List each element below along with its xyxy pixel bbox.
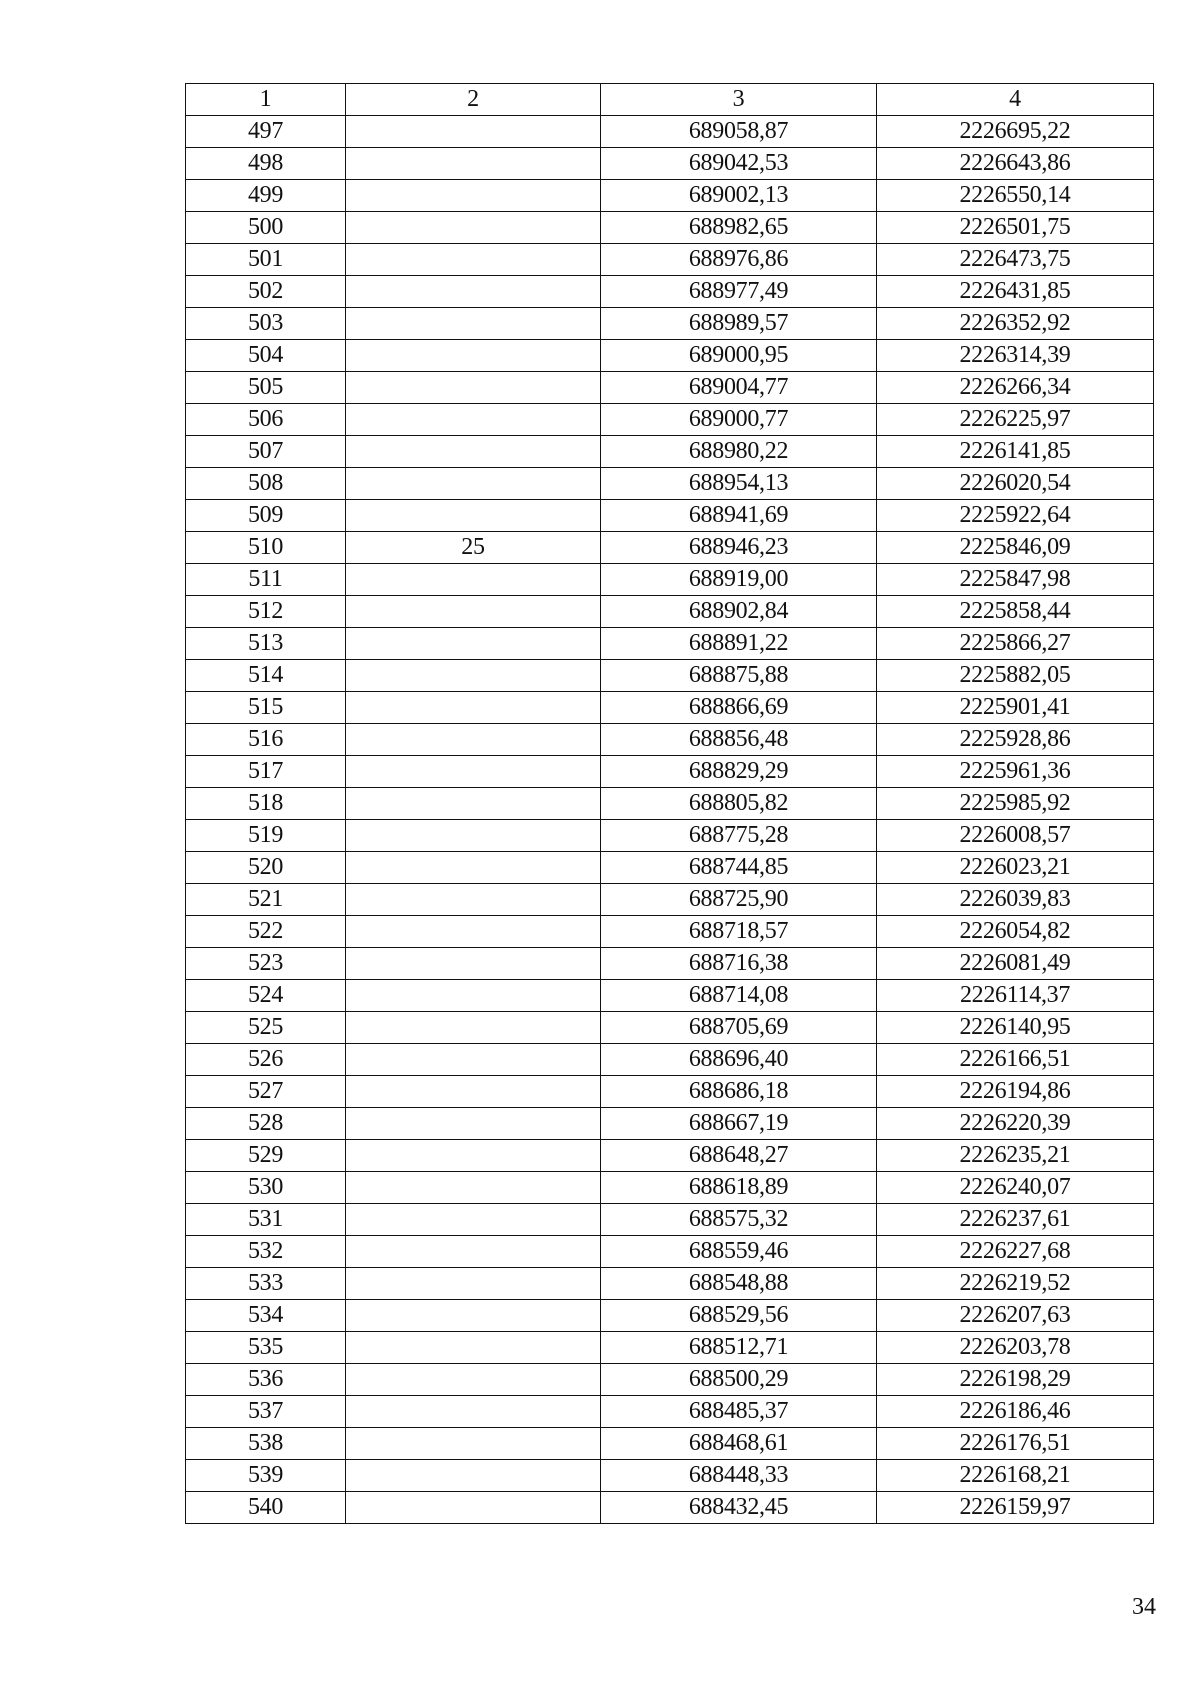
point-number-cell: 531 [186, 1204, 346, 1236]
x-coordinate-cell: 688919,00 [601, 564, 877, 596]
x-coordinate-cell: 688977,49 [601, 276, 877, 308]
y-coordinate-cell: 2226141,85 [877, 436, 1154, 468]
y-coordinate-cell: 2226168,21 [877, 1460, 1154, 1492]
section-cell [346, 884, 601, 916]
point-number-cell: 536 [186, 1364, 346, 1396]
section-cell [346, 1460, 601, 1492]
y-coordinate-cell: 2226194,86 [877, 1076, 1154, 1108]
x-coordinate-cell: 688686,18 [601, 1076, 877, 1108]
table-row [186, 1268, 1154, 1300]
table-row [186, 1140, 1154, 1172]
table-row [186, 468, 1154, 500]
x-coordinate-cell: 688946,23 [601, 532, 877, 564]
y-coordinate-cell: 2226207,63 [877, 1300, 1154, 1332]
point-number-cell: 523 [186, 948, 346, 980]
x-coordinate-cell: 688875,88 [601, 660, 877, 692]
table-row [186, 916, 1154, 948]
table-row [186, 1364, 1154, 1396]
table-row [186, 820, 1154, 852]
x-coordinate-cell: 688725,90 [601, 884, 877, 916]
table-row [186, 1236, 1154, 1268]
x-coordinate-cell: 688954,13 [601, 468, 877, 500]
section-cell [346, 724, 601, 756]
section-cell [346, 1108, 601, 1140]
x-coordinate-cell: 689000,77 [601, 404, 877, 436]
x-coordinate-cell: 689002,13 [601, 180, 877, 212]
table-body [186, 84, 1154, 1524]
y-coordinate-cell: 2225922,64 [877, 500, 1154, 532]
x-coordinate-cell: 688891,22 [601, 628, 877, 660]
table-row [186, 308, 1154, 340]
x-coordinate-cell: 688448,33 [601, 1460, 877, 1492]
table-row [186, 1492, 1154, 1524]
point-number-cell: 505 [186, 372, 346, 404]
y-coordinate-cell: 2225928,86 [877, 724, 1154, 756]
y-coordinate-cell: 2226225,97 [877, 404, 1154, 436]
x-coordinate-cell: 689058,87 [601, 116, 877, 148]
table-row [186, 148, 1154, 180]
point-number-cell: 538 [186, 1428, 346, 1460]
table-row [186, 628, 1154, 660]
x-coordinate-cell: 688432,45 [601, 1492, 877, 1524]
section-cell [346, 180, 601, 212]
section-cell [346, 660, 601, 692]
x-coordinate-cell: 689042,53 [601, 148, 877, 180]
table-row [186, 1460, 1154, 1492]
section-cell [346, 372, 601, 404]
y-coordinate-cell: 2225985,92 [877, 788, 1154, 820]
table-row [186, 884, 1154, 916]
x-coordinate-cell: 688559,46 [601, 1236, 877, 1268]
section-cell [346, 756, 601, 788]
x-coordinate-cell: 688529,56 [601, 1300, 877, 1332]
point-number-cell: 514 [186, 660, 346, 692]
section-cell [346, 916, 601, 948]
y-coordinate-cell: 2226159,97 [877, 1492, 1154, 1524]
table-row [186, 404, 1154, 436]
x-coordinate-cell: 688775,28 [601, 820, 877, 852]
x-coordinate-cell: 688856,48 [601, 724, 877, 756]
section-cell [346, 1428, 601, 1460]
y-coordinate-cell: 2226266,34 [877, 372, 1154, 404]
section-cell [346, 1204, 601, 1236]
point-number-cell: 528 [186, 1108, 346, 1140]
header-cell-col4: 4 [877, 84, 1154, 116]
point-number-cell: 512 [186, 596, 346, 628]
table-row [186, 1332, 1154, 1364]
y-coordinate-cell: 2226235,21 [877, 1140, 1154, 1172]
x-coordinate-cell: 688941,69 [601, 500, 877, 532]
point-number-cell: 520 [186, 852, 346, 884]
table-row [186, 1300, 1154, 1332]
point-number-cell: 529 [186, 1140, 346, 1172]
y-coordinate-cell: 2226240,07 [877, 1172, 1154, 1204]
point-number-cell: 526 [186, 1044, 346, 1076]
table-row [186, 596, 1154, 628]
x-coordinate-cell: 688980,22 [601, 436, 877, 468]
section-cell [346, 212, 601, 244]
point-number-cell: 539 [186, 1460, 346, 1492]
section-cell [346, 1492, 601, 1524]
point-number-cell: 533 [186, 1268, 346, 1300]
y-coordinate-cell: 2225866,27 [877, 628, 1154, 660]
x-coordinate-cell: 688866,69 [601, 692, 877, 724]
x-coordinate-cell: 688618,89 [601, 1172, 877, 1204]
point-number-cell: 507 [186, 436, 346, 468]
y-coordinate-cell: 2226020,54 [877, 468, 1154, 500]
point-number-cell: 534 [186, 1300, 346, 1332]
section-cell [346, 468, 601, 500]
coordinates-table [185, 83, 1154, 1524]
y-coordinate-cell: 2226114,37 [877, 980, 1154, 1012]
section-cell [346, 244, 601, 276]
y-coordinate-cell: 2226550,14 [877, 180, 1154, 212]
point-number-cell: 519 [186, 820, 346, 852]
y-coordinate-cell: 2226203,78 [877, 1332, 1154, 1364]
y-coordinate-cell: 2225846,09 [877, 532, 1154, 564]
point-number-cell: 537 [186, 1396, 346, 1428]
section-cell [346, 628, 601, 660]
section-cell [346, 564, 601, 596]
point-number-cell: 517 [186, 756, 346, 788]
page-number: 34 [1132, 1594, 1156, 1620]
point-number-cell: 527 [186, 1076, 346, 1108]
point-number-cell: 504 [186, 340, 346, 372]
y-coordinate-cell: 2225882,05 [877, 660, 1154, 692]
header-cell-col2: 2 [346, 84, 601, 116]
section-cell: 25 [346, 532, 601, 564]
x-coordinate-cell: 688989,57 [601, 308, 877, 340]
point-number-cell: 510 [186, 532, 346, 564]
y-coordinate-cell: 2226166,51 [877, 1044, 1154, 1076]
section-cell [346, 1332, 601, 1364]
point-number-cell: 513 [186, 628, 346, 660]
section-cell [346, 148, 601, 180]
section-cell [346, 1140, 601, 1172]
section-cell [346, 852, 601, 884]
point-number-cell: 506 [186, 404, 346, 436]
table-row [186, 532, 1154, 564]
x-coordinate-cell: 688548,88 [601, 1268, 877, 1300]
x-coordinate-cell: 689004,77 [601, 372, 877, 404]
section-cell [346, 1172, 601, 1204]
point-number-cell: 530 [186, 1172, 346, 1204]
header-cell-col3: 3 [601, 84, 877, 116]
table-row [186, 212, 1154, 244]
section-cell [346, 1268, 601, 1300]
table-row [186, 724, 1154, 756]
y-coordinate-cell: 2226501,75 [877, 212, 1154, 244]
table-row [186, 180, 1154, 212]
y-coordinate-cell: 2226008,57 [877, 820, 1154, 852]
section-cell [346, 1044, 601, 1076]
section-cell [346, 500, 601, 532]
x-coordinate-cell: 688667,19 [601, 1108, 877, 1140]
table-row [186, 340, 1154, 372]
x-coordinate-cell: 688468,61 [601, 1428, 877, 1460]
y-coordinate-cell: 2226054,82 [877, 916, 1154, 948]
table-row [186, 1428, 1154, 1460]
x-coordinate-cell: 688902,84 [601, 596, 877, 628]
point-number-cell: 516 [186, 724, 346, 756]
point-number-cell: 502 [186, 276, 346, 308]
point-number-cell: 499 [186, 180, 346, 212]
x-coordinate-cell: 688485,37 [601, 1396, 877, 1428]
y-coordinate-cell: 2226643,86 [877, 148, 1154, 180]
y-coordinate-cell: 2226023,21 [877, 852, 1154, 884]
section-cell [346, 340, 601, 372]
table-row [186, 1012, 1154, 1044]
x-coordinate-cell: 688829,29 [601, 756, 877, 788]
table-row [186, 276, 1154, 308]
y-coordinate-cell: 2226219,52 [877, 1268, 1154, 1300]
table-row [186, 756, 1154, 788]
x-coordinate-cell: 688500,29 [601, 1364, 877, 1396]
point-number-cell: 511 [186, 564, 346, 596]
x-coordinate-cell: 688982,65 [601, 212, 877, 244]
y-coordinate-cell: 2226081,49 [877, 948, 1154, 980]
y-coordinate-cell: 2226431,85 [877, 276, 1154, 308]
point-number-cell: 500 [186, 212, 346, 244]
y-coordinate-cell: 2226352,92 [877, 308, 1154, 340]
x-coordinate-cell: 688718,57 [601, 916, 877, 948]
x-coordinate-cell: 689000,95 [601, 340, 877, 372]
x-coordinate-cell: 688716,38 [601, 948, 877, 980]
table-row [186, 1108, 1154, 1140]
point-number-cell: 508 [186, 468, 346, 500]
table-row [186, 372, 1154, 404]
table-row [186, 1044, 1154, 1076]
point-number-cell: 535 [186, 1332, 346, 1364]
point-number-cell: 518 [186, 788, 346, 820]
section-cell [346, 820, 601, 852]
point-number-cell: 501 [186, 244, 346, 276]
section-cell [346, 692, 601, 724]
x-coordinate-cell: 688696,40 [601, 1044, 877, 1076]
table-row [186, 692, 1154, 724]
x-coordinate-cell: 688714,08 [601, 980, 877, 1012]
section-cell [346, 980, 601, 1012]
table-row [186, 1172, 1154, 1204]
table-row [186, 660, 1154, 692]
point-number-cell: 522 [186, 916, 346, 948]
point-number-cell: 497 [186, 116, 346, 148]
point-number-cell: 509 [186, 500, 346, 532]
y-coordinate-cell: 2226220,39 [877, 1108, 1154, 1140]
section-cell [346, 1236, 601, 1268]
table-row [186, 1204, 1154, 1236]
x-coordinate-cell: 688512,71 [601, 1332, 877, 1364]
point-number-cell: 503 [186, 308, 346, 340]
section-cell [346, 1364, 601, 1396]
table-row [186, 948, 1154, 980]
y-coordinate-cell: 2226227,68 [877, 1236, 1154, 1268]
table-row [186, 500, 1154, 532]
point-number-cell: 540 [186, 1492, 346, 1524]
header-cell-col1: 1 [186, 84, 346, 116]
section-cell [346, 1300, 601, 1332]
x-coordinate-cell: 688648,27 [601, 1140, 877, 1172]
x-coordinate-cell: 688744,85 [601, 852, 877, 884]
y-coordinate-cell: 2225901,41 [877, 692, 1154, 724]
point-number-cell: 525 [186, 1012, 346, 1044]
section-cell [346, 436, 601, 468]
y-coordinate-cell: 2226695,22 [877, 116, 1154, 148]
point-number-cell: 498 [186, 148, 346, 180]
y-coordinate-cell: 2226186,46 [877, 1396, 1154, 1428]
table-row [186, 1396, 1154, 1428]
table-row [186, 788, 1154, 820]
x-coordinate-cell: 688976,86 [601, 244, 877, 276]
y-coordinate-cell: 2225961,36 [877, 756, 1154, 788]
y-coordinate-cell: 2225858,44 [877, 596, 1154, 628]
x-coordinate-cell: 688805,82 [601, 788, 877, 820]
point-number-cell: 521 [186, 884, 346, 916]
point-number-cell: 532 [186, 1236, 346, 1268]
y-coordinate-cell: 2226176,51 [877, 1428, 1154, 1460]
y-coordinate-cell: 2226314,39 [877, 340, 1154, 372]
y-coordinate-cell: 2225847,98 [877, 564, 1154, 596]
section-cell [346, 276, 601, 308]
table-row [186, 564, 1154, 596]
section-cell [346, 788, 601, 820]
table-row [186, 852, 1154, 884]
section-cell [346, 596, 601, 628]
section-cell [346, 116, 601, 148]
section-cell [346, 1012, 601, 1044]
y-coordinate-cell: 2226140,95 [877, 1012, 1154, 1044]
y-coordinate-cell: 2226237,61 [877, 1204, 1154, 1236]
y-coordinate-cell: 2226473,75 [877, 244, 1154, 276]
section-cell [346, 1076, 601, 1108]
table-row [186, 436, 1154, 468]
section-cell [346, 404, 601, 436]
table-row [186, 1076, 1154, 1108]
point-number-cell: 515 [186, 692, 346, 724]
table-header-row [186, 84, 1154, 116]
section-cell [346, 308, 601, 340]
table-row [186, 244, 1154, 276]
y-coordinate-cell: 2226039,83 [877, 884, 1154, 916]
table-row [186, 116, 1154, 148]
x-coordinate-cell: 688575,32 [601, 1204, 877, 1236]
point-number-cell: 524 [186, 980, 346, 1012]
table-row [186, 980, 1154, 1012]
section-cell [346, 948, 601, 980]
section-cell [346, 1396, 601, 1428]
y-coordinate-cell: 2226198,29 [877, 1364, 1154, 1396]
x-coordinate-cell: 688705,69 [601, 1012, 877, 1044]
